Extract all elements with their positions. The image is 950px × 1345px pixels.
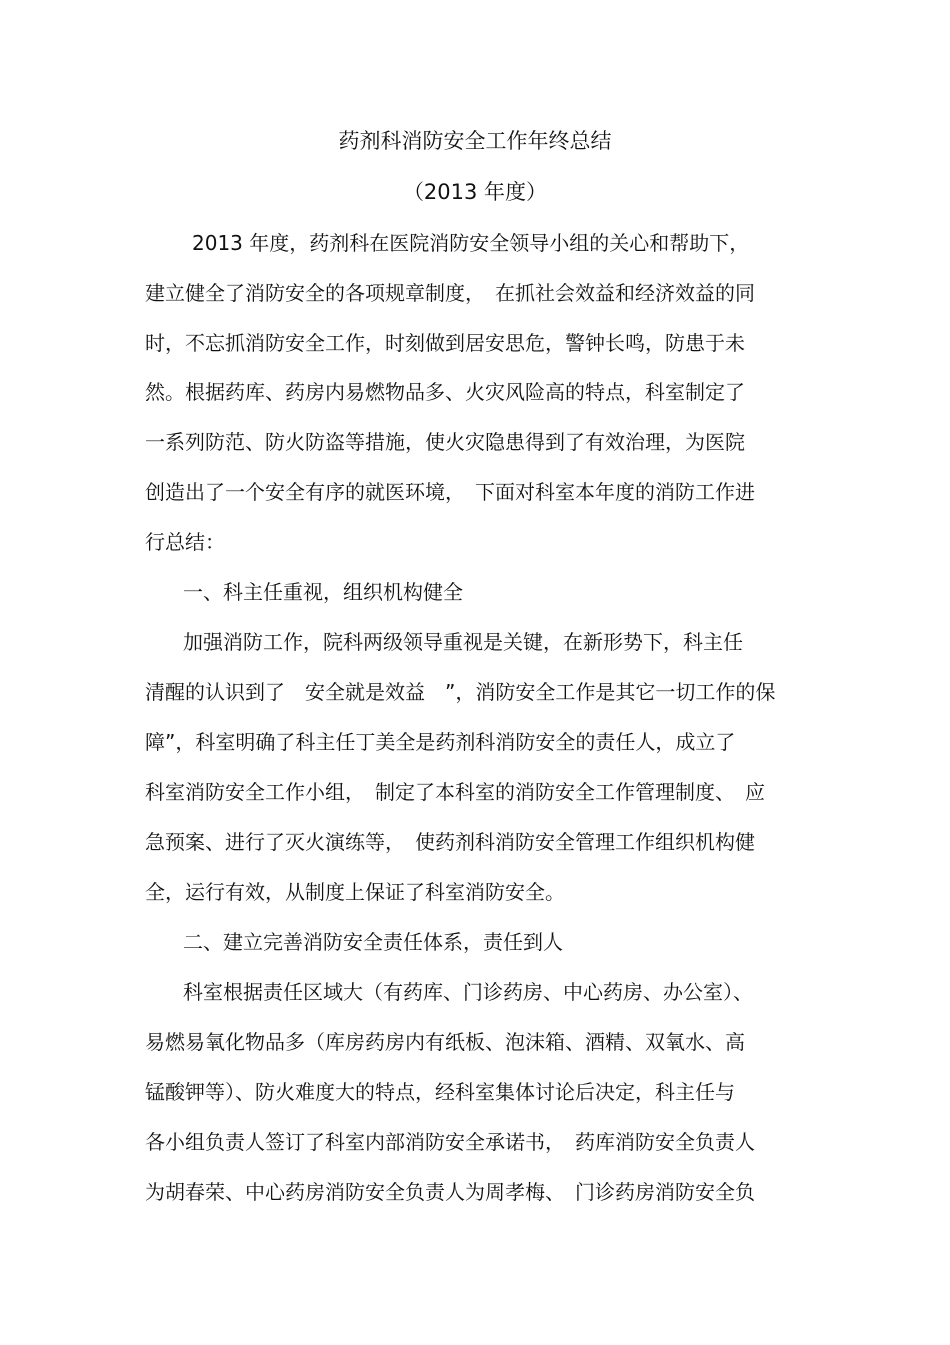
paragraph-line: 全，运行有效，从制度上保证了科室消防安全。: [145, 880, 565, 904]
section-heading: 二、建立完善消防安全责任体系，责任到人: [183, 930, 563, 954]
paragraph-line: 一系列防范、防火防盗等措施，使火灾隐患得到了有效治理，为医院: [145, 430, 745, 454]
paragraph-line: 急预案、进行了灭火演练等， 使药剂科消防安全管理工作组织机构健: [145, 830, 755, 854]
paragraph-line: 然。根据药库、药房内易燃物品多、火灾风险高的特点，科室制定了: [145, 380, 745, 404]
paragraph-line: 加强消防工作，院科两级领导重视是关键，在新形势下，科主任: [183, 630, 743, 654]
paragraph-line: 障”，科室明确了科主任丁美全是药剂科消防安全的责任人，成立了: [145, 730, 736, 754]
paragraph-line: 建立健全了消防安全的各项规章制度， 在抓社会效益和经济效益的同: [145, 281, 755, 305]
paragraph-line: 清醒的认识到了 安全就是效益 ”，消防安全工作是其它一切工作的保: [145, 680, 776, 704]
paragraph-line: 科室消防安全工作小组， 制定了本科室的消防安全工作管理制度、 应: [145, 780, 765, 804]
paragraph-line: 创造出了一个安全有序的就医环境， 下面对科室本年度的消防工作进: [145, 480, 755, 504]
paragraph-line: 时，不忘抓消防安全工作，时刻做到居安思危，警钟长鸣，防患于未: [145, 331, 745, 355]
section-heading: 一、科主任重视，组织机构健全: [183, 580, 463, 604]
paragraph-line: 科室根据责任区域大（有药库、门诊药房、中心药房、办公室）、: [183, 980, 753, 1004]
document-title: 药剂科消防安全工作年终总结: [338, 129, 612, 153]
paragraph-line: 各小组负责人签订了科室内部消防安全承诺书， 药库消防安全负责人: [145, 1130, 755, 1154]
document-subtitle: （2013 年度）: [402, 180, 548, 204]
paragraph-line: 行总结：: [145, 530, 225, 554]
paragraph-line: 2013 年度，药剂科在医院消防安全领导小组的关心和帮助下，: [192, 231, 750, 255]
paragraph-line: 为胡春荣、中心药房消防安全负责人为周孝梅、 门诊药房消防安全负: [145, 1180, 755, 1204]
paragraph-line: 锰酸钾等）、防火难度大的特点，经科室集体讨论后决定，科主任与: [145, 1080, 735, 1104]
paragraph-line: 易燃易氧化物品多（库房药房内有纸板、泡沫箱、酒精、双氧水、高: [145, 1030, 745, 1054]
